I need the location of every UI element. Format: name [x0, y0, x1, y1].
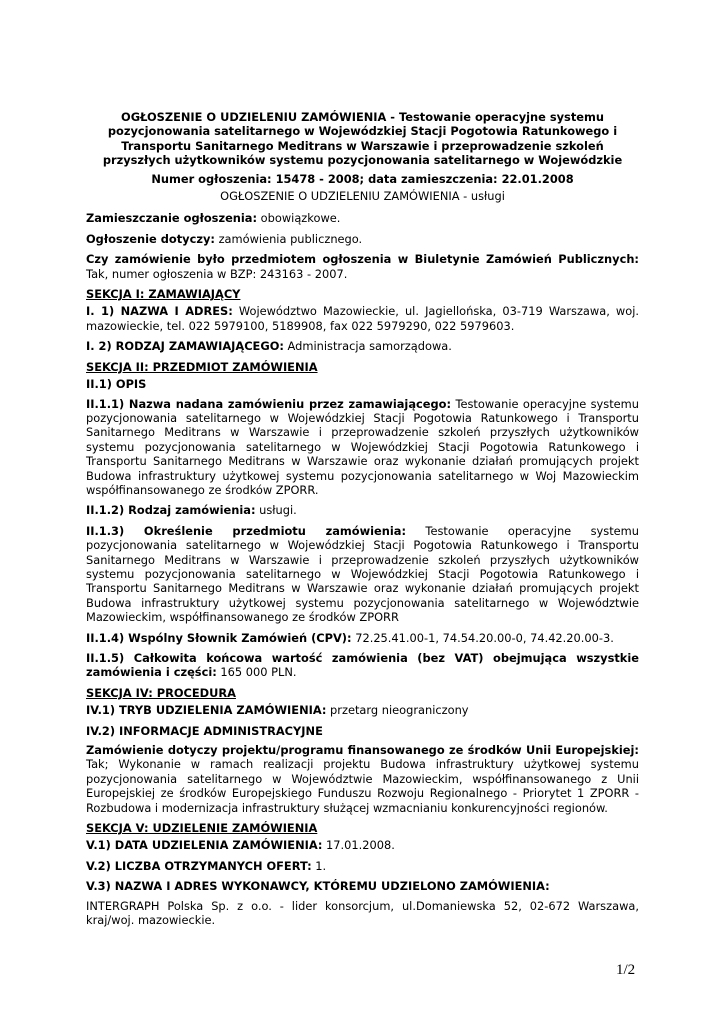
award-date-label: V.1) DATA UDZIELENIA ZAMÓWIENIA: — [86, 838, 323, 853]
notice-number-line: Numer ogłoszenia: 15478 - 2008; data zamieszczenia: 22.01.2008 — [151, 171, 574, 186]
bzp-label: Czy zamówienie było przedmiotem ogłoszenia w Biuletynie Zamówień Publicznych: — [86, 252, 639, 267]
document-page — [86, 110, 639, 934]
bzp-paragraph — [86, 252, 639, 281]
award-date-paragraph — [86, 838, 639, 852]
contractor-paragraph: INTERGRAPH Polska Sp. z o.o. - lider konsorcjum, ul.Domaniewska 52, 02-672 Warszawa, kraj/woj. mazowieckie. — [86, 898, 639, 928]
procedure-mode-label: IV.1) TRYB UDZIELENIA ZAMÓWIENIA: — [86, 703, 327, 718]
contract-name-paragraph — [86, 397, 639, 498]
eu-funding-paragraph — [86, 743, 639, 815]
procedure-mode-value: przetarg nieograniczony — [326, 703, 469, 718]
section-5-heading: SEKCJA V: UDZIELENIE ZAMÓWIENIA — [86, 821, 318, 836]
cpv-value: 72.25.41.00-1, 74.54.20.00-0, 74.42.20.00-3. — [351, 630, 614, 645]
contracting-type-value: Administracja samorządowa. — [283, 339, 452, 354]
admin-info-heading: IV.2) INFORMACJE ADMINISTRACYJNE — [86, 723, 323, 738]
offers-count-value: 1. — [311, 858, 327, 873]
award-date-value: 17.01.2008. — [322, 838, 395, 853]
contracting-type-label: I. 2) RODZAJ ZAMAWIAJĄCEGO: — [86, 339, 284, 354]
eu-funding-label: Zamówienie dotyczy projektu/programu finansowanego ze środków Unii Europejskiej: — [86, 743, 639, 758]
address-paragraph — [86, 304, 639, 333]
contracting-type-paragraph — [86, 339, 639, 353]
section-1-heading: SEKCJA I: ZAMAWIAJĄCY — [86, 287, 241, 302]
contract-name-label: II.1.1) Nazwa nadana zamówieniu przez zamawiającego: — [86, 396, 452, 411]
concerns-paragraph — [86, 232, 639, 246]
contractor-heading: V.3) NAZWA I ADRES WYKONAWCY, KTÓREMU UDZIELONO ZAMÓWIENIA: — [86, 879, 550, 894]
posting-label: Zamieszczanie ogłoszenia: — [86, 211, 258, 226]
document-title: OGŁOSZENIE O UDZIELENIU ZAMÓWIENIA - Testowanie operacyjne systemu pozycjonowania satelitarnego w Wojewódzkiej Stacji Pogotowia Ratunkowego i Transportu Sanitarnego Meditrans w Warszawie i przeprowadzenie szkoleń przyszłych użytkowników systemu pozycjonowania satelitarnego w Wojewódzkie — [102, 110, 623, 168]
posting-paragraph — [86, 211, 639, 225]
cpv-paragraph — [86, 631, 639, 645]
contract-kind-label: II.1.2) Rodzaj zamówienia: — [86, 503, 256, 518]
eu-funding-value: Tak; Wykonanie w ramach realizacji projektu Budowa infrastruktury użytkowej systemu pozycjonowania satelitarnego w Województwie Mazowieckim, współfinansowanego z Unii Europejskiej ze środków Europejskiego Funduszu Rozwoju Regionalnego - Priorytet 1 ZPORR - Rozbudowa i modernizacja infrastruktury służącej wzmacnianiu konkurencyjności regionów. — [86, 757, 639, 815]
document-subtitle: OGŁOSZENIE O UDZIELENIU ZAMÓWIENIA - usługi — [220, 189, 505, 204]
offers-count-paragraph — [86, 859, 639, 873]
address-label: I. 1) NAZWA I ADRES: — [86, 304, 233, 319]
contract-kind-value: usługi. — [255, 503, 297, 518]
section-2-heading: SEKCJA II: PRZEDMIOT ZAMÓWIENIA — [86, 359, 318, 374]
procedure-mode-paragraph — [86, 703, 639, 717]
total-value-paragraph — [86, 651, 639, 680]
cpv-label: II.1.4) Wspólny Słownik Zamówień (CPV): — [86, 630, 352, 645]
total-value-label: II.1.5) Całkowita końcowa wartość zamówienia (bez VAT) obejmująca wszystkie zamówienia i części: — [86, 651, 639, 680]
page-number: 1/2 — [616, 962, 636, 978]
contract-name-value: Testowanie operacyjne systemu pozycjonowania satelitarnego w Wojewódzkiej Stacji Pogotowia Ratunkowego i Transportu Sanitarnego Meditrans w Warszawie i przeprowadzenie szkoleń przyszłych użytkowników systemu pozycjonowania satelitarnego w Wojewódzkiej Stacji Pogotowia Ratunkowego i Transportu Sanitarnego Meditrans w Warszawie oraz wykonanie działań promujących projekt Budowa infrastruktury użytkowej systemu pozycjonowania satelitarnego w Woj Mazowieckim współfinansowanego ze środków ZPORR. — [86, 396, 639, 497]
total-value-value: 165 000 PLN. — [216, 665, 297, 680]
contract-subject-paragraph — [86, 524, 639, 625]
contract-subject-value: Testowanie operacyjne systemu pozycjonowania satelitarnego w Wojewódzkiej Stacji Pogotowia Ratunkowego i Transportu Sanitarnego Meditrans w Warszawie i przeprowadzenie szkoleń przyszłych użytkowników systemu pozycjonowania satelitarnego w Wojewódzkiej Stacji Pogotowia Ratunkowego i Transportu Sanitarnego Meditrans w Warszawie oraz wykonanie działań promujących projekt Budowa infrastruktury użytkowej systemu pozycjonowania satelitarnego w Województwie Mazowieckim, współfinansowanego ze środków ZPORR — [86, 523, 639, 625]
contract-kind-paragraph — [86, 503, 639, 517]
description-heading: II.1) OPIS — [86, 377, 147, 392]
contract-subject-label: II.1.3) Określenie przedmiotu zamówienia: — [86, 523, 407, 538]
section-4-heading: SEKCJA IV: PROCEDURA — [86, 685, 236, 700]
concerns-value: zamówienia publicznego. — [214, 231, 363, 246]
posting-value: obowiązkowe. — [257, 211, 341, 226]
concerns-label: Ogłoszenie dotyczy: — [86, 231, 215, 246]
offers-count-label: V.2) LICZBA OTRZYMANYCH OFERT: — [86, 858, 312, 873]
address-value: Województwo Mazowieckie, ul. Jagiellońska, 03-719 Warszawa, woj. mazowieckie, tel. 022 5979100, 5189908, fax 022 5979290, 022 5979603. — [86, 304, 639, 333]
bzp-value: Tak, numer ogłoszenia w BZP: 243163 - 2007. — [86, 266, 348, 281]
